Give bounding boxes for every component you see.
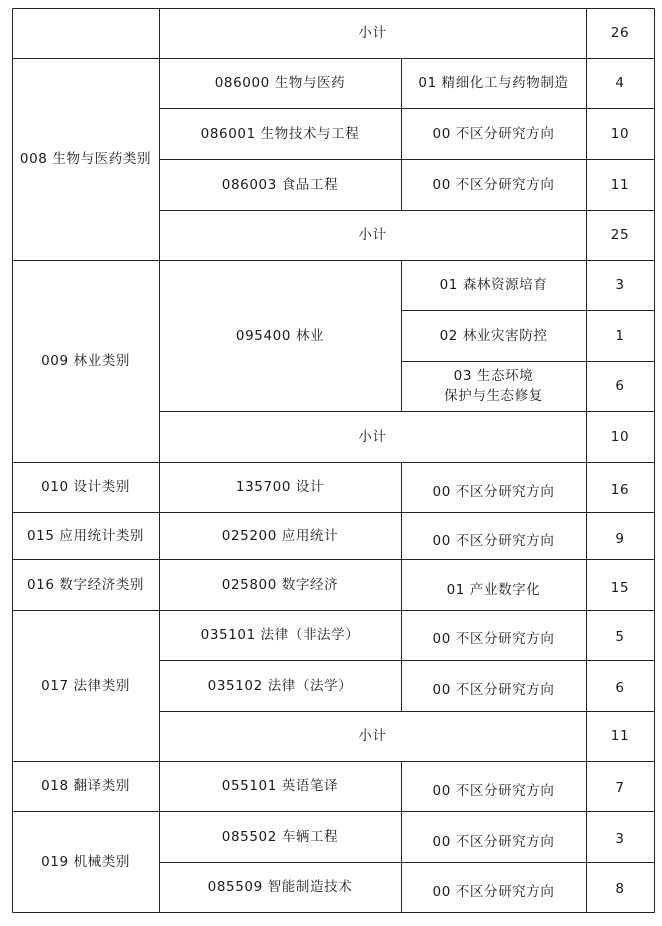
count-cell (586, 8, 654, 58)
count-cell (586, 811, 654, 862)
major-cell (159, 260, 401, 411)
count-cell (586, 411, 654, 462)
category-cell (12, 811, 159, 912)
cell-text: 6 (615, 378, 625, 394)
count-cell (586, 58, 654, 108)
category-cell (12, 761, 159, 811)
direction-cell (401, 610, 586, 660)
major-cell (159, 610, 401, 660)
direction-cell (401, 58, 586, 108)
cell-text: 8 (615, 881, 625, 897)
category-cell (12, 462, 159, 512)
cell-text: 5 (615, 629, 625, 645)
cell-text: 009 林业类别 (41, 353, 130, 369)
cell-text: 015 应用统计类别 (26, 527, 145, 544)
cell-text: 9 (615, 530, 625, 547)
direction-cell (401, 462, 586, 512)
category-cell (12, 610, 159, 761)
direction-cell (401, 159, 586, 210)
cell-text: 10 (610, 428, 630, 445)
cell-text: 00 不区分研究方向 (432, 884, 555, 900)
cell-text: 26 (610, 25, 630, 41)
direction-cell (401, 862, 586, 912)
cell-text: 085509 智能制造技术 (207, 879, 353, 895)
cell-text: 小计 (358, 227, 387, 243)
cell-text: 086000 生物与医药 (214, 75, 346, 91)
cell-text: 00 不区分研究方向 (432, 532, 555, 549)
cell-text: 018 翻译类别 (41, 778, 130, 794)
subtotal-label (159, 210, 586, 260)
cell-text: 00 不区分研究方向 (432, 484, 555, 500)
direction-cell (401, 512, 586, 559)
cell-text: 01 精细化工与药物制造 (418, 75, 569, 91)
direction-cell (401, 660, 586, 711)
cell-text: 095400 林业 (235, 327, 325, 344)
cell-text: 10 (610, 125, 630, 142)
cell-text: 00 不区分研究方向 (432, 833, 555, 850)
cell-text: 6 (615, 679, 625, 696)
major-cell (159, 761, 401, 811)
major-cell (159, 660, 401, 711)
cell-text: 025200 应用统计 (221, 527, 339, 544)
cell-text: 1 (615, 327, 625, 344)
cell-text: 11 (610, 176, 630, 193)
count-cell (586, 512, 654, 559)
major-cell (159, 58, 401, 108)
cell-text: 小计 (358, 728, 387, 744)
cell-text: 055101 英语笔译 (221, 778, 339, 794)
subtotal-label (159, 411, 586, 462)
count-cell (586, 559, 654, 610)
cell-text: 小计 (358, 428, 387, 445)
category-cell (12, 260, 159, 462)
count-cell (586, 260, 654, 310)
major-cell (159, 108, 401, 159)
cell-text: 7 (615, 780, 625, 796)
cell-text: 11 (610, 728, 630, 744)
direction-cell (401, 260, 586, 310)
cell-text: 00 不区分研究方向 (432, 783, 555, 799)
cell-text: 035102 法律（法学） (207, 677, 353, 694)
category-cell (12, 559, 159, 610)
major-cell (159, 862, 401, 912)
direction-cell (401, 310, 586, 361)
cell-text: 00 不区分研究方向 (432, 125, 555, 142)
cell-text: 017 法律类别 (41, 677, 130, 694)
count-cell (586, 210, 654, 260)
count-cell (586, 159, 654, 210)
subtotal-label (159, 8, 586, 58)
cell-text: 02 林业灾害防控 (439, 327, 548, 344)
direction-cell (401, 811, 586, 862)
cell-text: 3 (615, 830, 625, 847)
cell-text: 00 不区分研究方向 (432, 176, 555, 193)
count-cell (586, 310, 654, 361)
cell-text: 00 不区分研究方向 (432, 631, 555, 647)
cell-text: 016 数字经济类别 (26, 576, 145, 593)
cell-text: 保护与生态修复 (444, 388, 543, 404)
direction-cell (401, 559, 586, 610)
direction-cell (401, 108, 586, 159)
cell-text: 01 产业数字化 (446, 581, 541, 598)
cell-text: 3 (615, 277, 625, 293)
count-cell (586, 862, 654, 912)
cell-text: 085502 车辆工程 (221, 828, 339, 845)
cell-text: 15 (610, 579, 630, 596)
count-cell (586, 462, 654, 512)
cell-text: 03 生态环境 (453, 368, 534, 384)
subtotal-label (159, 711, 586, 761)
cell-text: 086003 食品工程 (221, 176, 339, 193)
cell-text: 008 生物与医药类别 (19, 151, 152, 167)
count-cell (586, 108, 654, 159)
cell-text: 25 (610, 227, 630, 243)
category-cell (12, 58, 159, 260)
cell-text: 086001 生物技术与工程 (200, 125, 360, 142)
count-cell (586, 361, 654, 411)
cell-text: 01 森林资源培育 (439, 277, 548, 293)
count-cell (586, 660, 654, 711)
count-cell (586, 711, 654, 761)
cell-text: 00 不区分研究方向 (432, 681, 555, 698)
major-cell (159, 559, 401, 610)
cell-text: 019 机械类别 (41, 853, 130, 870)
direction-cell (401, 761, 586, 811)
major-cell (159, 159, 401, 210)
category-cell (12, 512, 159, 559)
cell-text: 4 (615, 75, 625, 91)
cell-text: 010 设计类别 (41, 479, 130, 495)
cell-text: 135700 设计 (235, 479, 325, 495)
major-cell (159, 811, 401, 862)
direction-cell (401, 361, 586, 411)
cell-text: 小计 (358, 25, 387, 41)
major-cell (159, 512, 401, 559)
count-cell (586, 761, 654, 811)
cell-text: 035101 法律（非法学） (200, 627, 360, 643)
cell-text: 025800 数字经济 (221, 576, 339, 593)
major-cell (159, 462, 401, 512)
cell-text: 16 (610, 482, 630, 498)
count-cell (586, 610, 654, 660)
